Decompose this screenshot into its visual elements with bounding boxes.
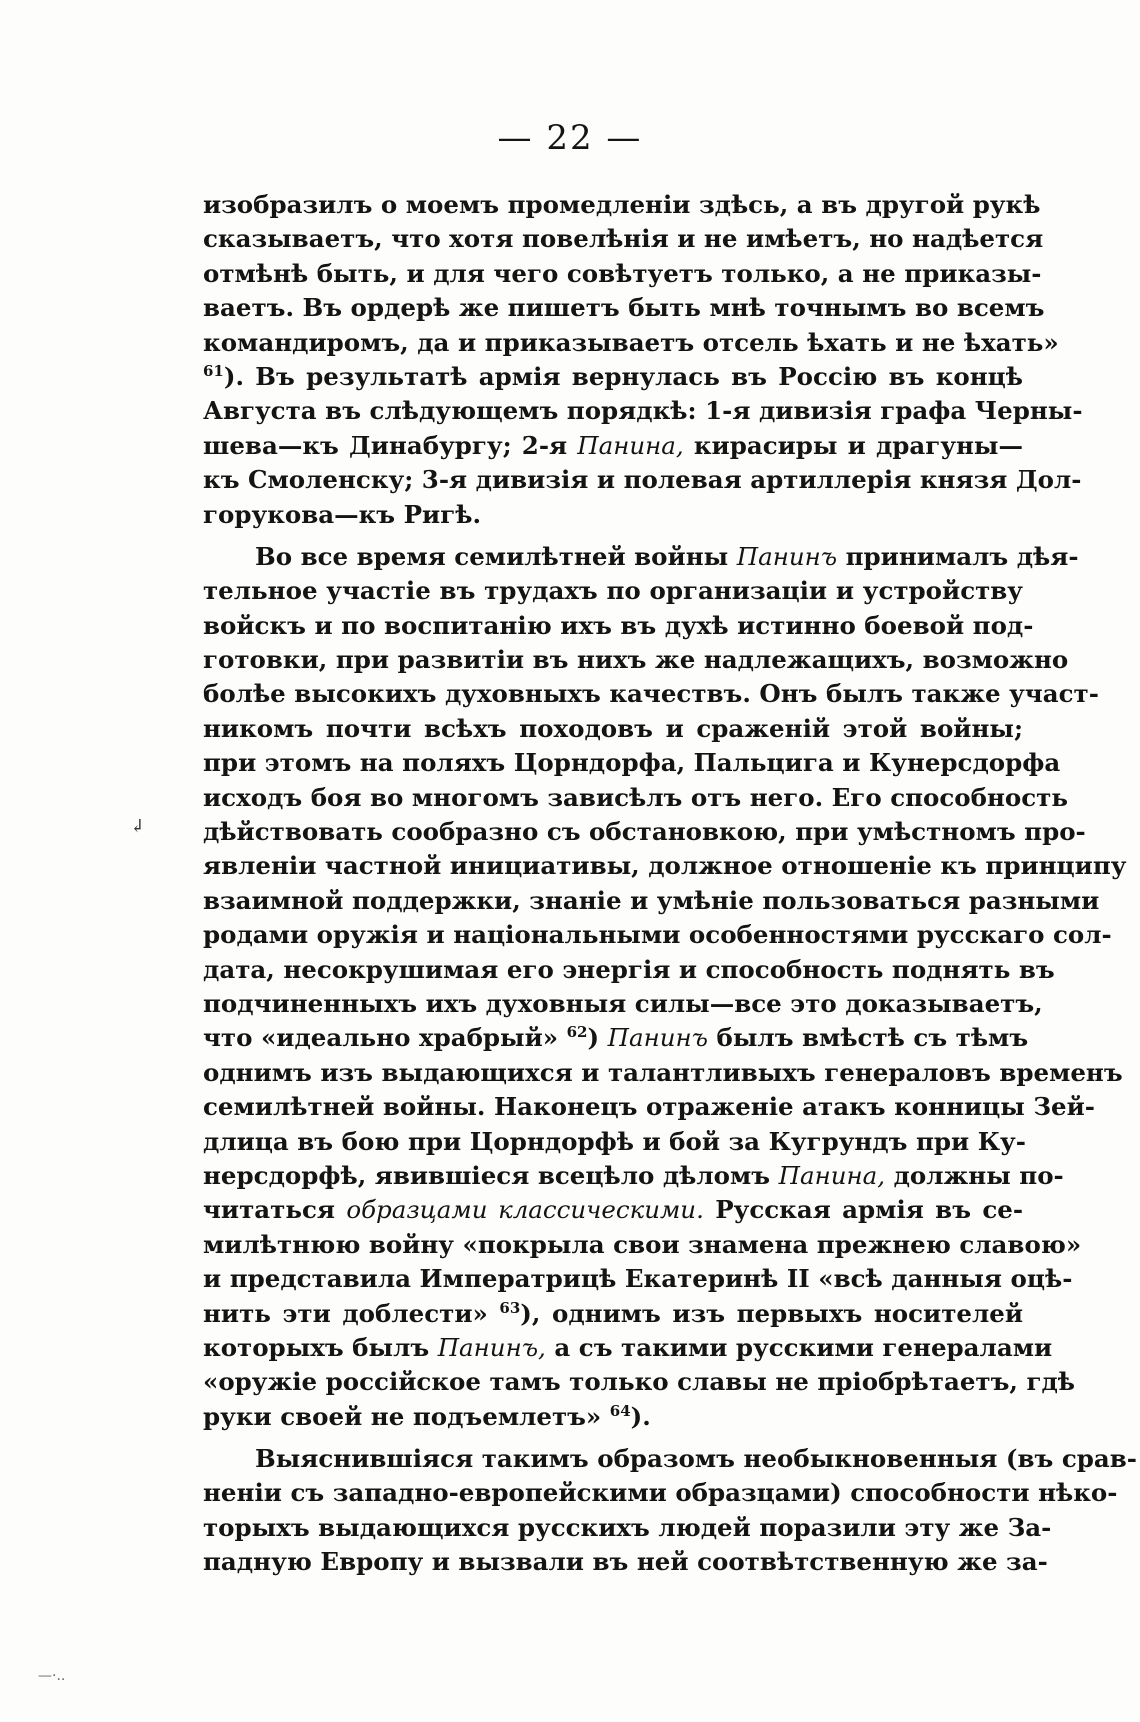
text-run: милѣтнюю войну «покрыла свои знамена прежнею славою» [203,1229,1082,1259]
italic-run: Панина, [577,430,684,460]
text-run: принималъ дѣя- [837,541,1079,571]
text-run: и представила Императрицѣ Екатеринѣ II «всѣ данныя оцѣ- [203,1264,1073,1294]
text-run: отмѣнѣ быть, и для чего совѣтуетъ только, а не приказы- [203,258,1042,288]
text-run: дата, несокрушимая его энергія и способность поднять въ [203,954,1055,984]
text-line [203,1159,1064,1193]
text-run: горукова—къ Ригѣ. [203,499,481,529]
text-line [203,463,1082,497]
text-run: Выяснившіяся такимъ образомъ необыкновенныя (въ срав- [255,1444,1137,1474]
text-line [203,1056,1123,1090]
text-line [203,1545,1048,1579]
text-line [203,677,1099,711]
text-line [203,815,1086,849]
text-run: торыхъ выдающихся русскихъ людей поразили эту же За- [203,1512,1052,1542]
text-line [203,429,1023,463]
text-line [203,1442,1137,1476]
text-run: неніи съ западно-европейскими образцами) способности нѣко- [203,1478,1118,1508]
text-line [203,188,1041,222]
text-line [203,257,1042,291]
text-line [203,1125,1026,1159]
text-run: а съ такими русскими генералами [545,1332,1053,1362]
scan-mark: —·.. [38,1668,66,1684]
text-run: которыхъ былъ [203,1332,438,1362]
text-run: семилѣтней войны. Наконецъ отраженіе атакъ конницы Зей- [203,1092,1095,1122]
text-line [203,918,1112,952]
text-line [203,1228,1082,1262]
footnote-ref: 62 [566,1023,588,1042]
text-run: подчиненныхъ ихъ духовныя силы—все это доказываетъ, [203,988,1043,1018]
text-line [203,326,1059,360]
paragraph-gap [203,532,1023,540]
text-run: войскъ и по воспитанію ихъ въ духѣ истинно боевой под- [203,610,1034,640]
text-run: Августа въ слѣдующемъ порядкѣ: 1-я дивизія графа Черны- [203,396,1083,426]
text-run: что «идеально храбрый» [203,1023,567,1053]
text-line [203,609,1034,643]
italic-run: Панина, [778,1160,886,1190]
text-line [203,574,1023,608]
text-run: руки своей не подъемлетъ» [203,1401,610,1431]
text-run: «оружіе россійское тамъ только славы не пріобрѣтаетъ, гдѣ [203,1367,1076,1397]
footnote-ref: 61 [203,361,224,380]
text-line [203,360,1023,394]
text-line [203,222,1044,256]
text-line [203,1400,1023,1434]
italic-run: образцами классическими. [346,1195,704,1225]
italic-run: Панинъ [736,541,838,571]
text-run: нить эти доблести» [203,1298,500,1328]
text-run: кирасиры и драгуны— [683,430,1023,460]
text-line [203,1511,1052,1545]
text-line [203,1297,1023,1331]
text-run: ). Въ результатѣ армія вернулась въ Россію въ концѣ [223,361,1023,391]
text-run: командиромъ, да и приказываетъ отсель ѣхать и не ѣхать» [203,327,1059,357]
text-line [203,1262,1073,1296]
text-run: болѣе высокихъ духовныхъ качествъ. Онъ былъ также участ- [203,679,1099,709]
text-run: ) [587,1023,608,1053]
text-run: длица въ бою при Цорндорфѣ и бой за Кугрундъ при Ку- [203,1126,1026,1156]
text-line [203,953,1055,987]
text-run: Во все время семилѣтней войны [255,541,737,571]
text-line [203,1193,1023,1227]
text-line [203,291,1045,325]
text-run: при этомъ на поляхъ Цорндорфа, Пальцига и Кунерсдорфа [203,748,1061,778]
text-line [203,540,1079,574]
text-line [203,498,1023,532]
text-run: ). [630,1401,651,1431]
text-run: явленіи частной инициативы, должное отношеніе къ принципу [203,851,1127,881]
text-run: должны по- [885,1160,1064,1190]
text-run: готовки, при развитіи въ нихъ же надлежащихъ, возможно [203,645,1069,675]
text-run: родами оружія и національными особенностями русскаго сол- [203,920,1112,950]
text-line [203,1090,1095,1124]
italic-run: Панинъ, [437,1332,546,1362]
text-line [203,1331,1053,1365]
text-run: ), однимъ изъ первыхъ носителей [520,1298,1023,1328]
text-run: Русская армія въ се- [703,1195,1024,1225]
text-run: шева—къ Динабургу; 2-я [203,430,578,460]
text-line [203,1365,1076,1399]
footnote-ref: 64 [609,1401,631,1420]
text-run: изобразилъ о моемъ промедленіи здѣсь, а въ другой рукѣ [203,190,1041,219]
text-run: взаимной поддержки, знаніе и умѣніе пользоваться разными [203,885,1100,915]
text-line [203,394,1083,428]
text-line [203,849,1127,883]
text-run: былъ вмѣстѣ съ тѣмъ [707,1023,1029,1053]
text-line [203,1476,1118,1510]
text-run: падную Европу и вызвали въ ней соотвѣтственную же за- [203,1547,1048,1577]
text-line [203,781,1068,815]
text-run: нерсдорфѣ, явившіеся всецѣло дѣломъ [203,1160,779,1190]
text-run: ваетъ. Въ ордерѣ же пишетъ быть мнѣ точнымъ во всемъ [203,293,1045,323]
italic-run: Панинъ [607,1023,708,1053]
text-run: никомъ почти всѣхъ походовъ и сраженій этой войны; [203,713,1023,743]
text-line [203,643,1069,677]
text-line [203,1021,1029,1055]
page-number: — 22 — [497,118,643,158]
text-line [203,746,1061,780]
text-run: дѣйствовать сообразно съ обстановкою, при умѣстномъ про- [203,817,1086,847]
text-line [203,987,1043,1021]
text-run: однимъ изъ выдающихся и талантливыхъ генераловъ временъ [203,1057,1123,1087]
text-run: читаться [203,1195,347,1225]
text-line [203,884,1100,918]
paragraph-gap [203,1434,1023,1442]
footnote-ref: 63 [499,1298,521,1317]
margin-mark: ↲ [130,816,146,837]
text-run: исходъ боя во многомъ зависѣлъ отъ него. Его способность [203,782,1068,812]
text-line [203,712,1023,746]
body-text [203,188,1137,1580]
text-run: сказываетъ, что хотя повелѣнія и не имѣетъ, но надѣется [203,224,1044,254]
text-run: тельное участіе въ трудахъ по организаціи и устройству [203,576,1023,606]
text-run: къ Смоленску; 3-я дивизія и полевая артиллерія князя Дол- [203,465,1082,495]
